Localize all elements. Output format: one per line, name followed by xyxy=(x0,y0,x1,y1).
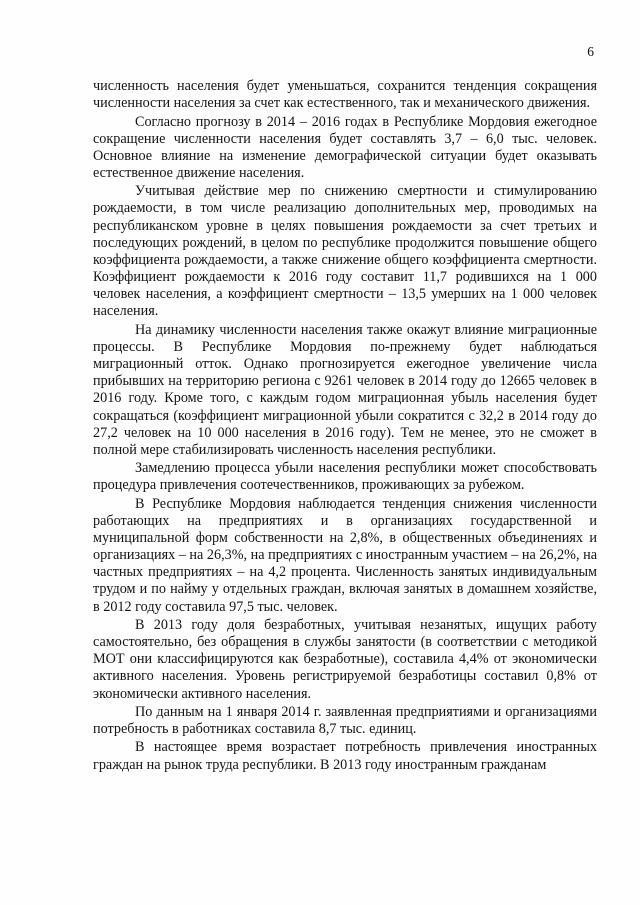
paragraph-employment: В Республике Мордовия наблюдается тенденция снижения численности работающих на предприятиях и в организациях государственной и муниципальной форм собственности на 2,8%, в общественных объединениях и организациях – на 26,3%, на предприятиях с иностранным участием – на 26,2%, на частных предприятиях – на 4,2 процента. Численность занятых индивидуальным трудом и по найму у отдельных граждан, включая занятых в домашнем хозяйстве, в 2012 году составила 97,5 тыс. человек. xyxy=(93,495,597,615)
paragraph-labor-demand: По данным на 1 января 2014 г. заявленная предприятиями и организациями потребность в работниках составила 8,7 тыс. единиц. xyxy=(93,703,597,738)
paragraph-birth-death-rates: Учитывая действие мер по снижению смертности и стимулированию рождаемости, в том числе реализацию дополнительных мер, проводимых на республиканском уровне в целях повышения рождаемости за счет третьих и последующих рождений, в целом по республике продолжится повышение общего коэффициента рождаемости, а также снижение общего коэффициента смертности. Коэффициент рождаемости к 2016 году составит 11,7 родившихся на 1 000 человек населения, а коэффициент смертности – 13,5 умерших на 1 000 человек населения. xyxy=(93,183,597,320)
body-text xyxy=(93,78,597,774)
paragraph-population-decline: численность населения будет уменьшаться, сохранится тенденция сокращения численности населения за счет как естественного, так и механического движения. xyxy=(93,78,597,112)
paragraph-foreign-workers: В настоящее время возрастает потребность привлечения иностранных граждан на рынок труда республики. В 2013 году иностранным гражданам xyxy=(93,739,597,773)
paragraph-migration: На динамику численности населения также окажут влияние миграционные процессы. В Республике Мордовия по-прежнему будет наблюдаться миграционный отток. Однако прогнозируется ежегодное увеличение числа прибывших на территорию региона с 9261 человек в 2014 году до 12665 человек в 2016 году. Кроме того, с каждым годом миграционная убыль населения будет сокращаться (коэффициент миграционной убыли сократится с 32,2 в 2014 году до 27,2 человек на 10 000 населения в 2016 году). Тем не менее, это не сможет в полной мере стабилизировать численность населения республики. xyxy=(93,321,597,458)
paragraph-forecast-2014-2016: Согласно прогнозу в 2014 – 2016 годах в Республике Мордовия ежегодное сокращение численности населения будет составлять 3,7 – 6,0 тыс. человек. Основное влияние на изменение демографической ситуации будет оказывать естественное движение населения. xyxy=(93,113,597,181)
paragraph-compatriots: Замедлению процесса убыли населения республики может способствовать процедура привлечения соотечественников, проживающих за рубежом. xyxy=(93,460,597,494)
page-number: 6 xyxy=(587,44,594,59)
paragraph-unemployment: В 2013 году доля безработных, учитывая незанятых, ищущих работу самостоятельно, без обращения в службы занятости (в соответствии с методикой МОТ они классифицируются как безработные), составила 4,4% от экономически активного населения. Уровень регистрируемой безработицы составил 0,8% от экономически активного населения. xyxy=(93,616,597,702)
